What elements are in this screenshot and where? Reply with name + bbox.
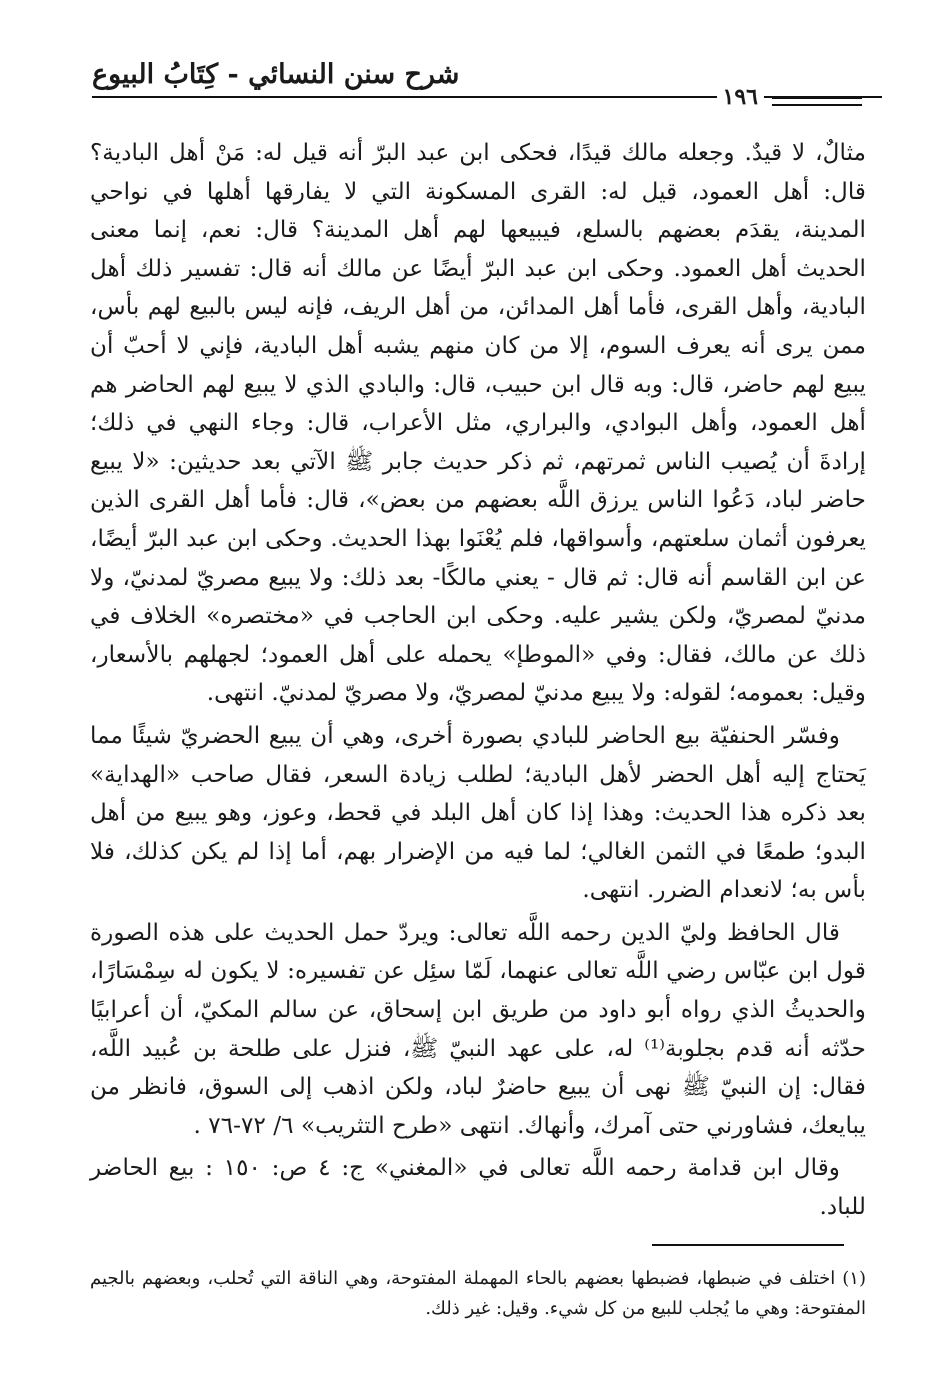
page-number: ١٩٦ — [717, 84, 764, 110]
page-number-rule-top — [772, 96, 862, 99]
paragraph-3: قال الحافظ وليّ الدين رحمه اللَّه تعالى: ويردّ حمل الحديث على هذه الصورة قول ابن عبّاس رضي اللَّه تعالى عنهما، لَمّا سئِل عن تفسيره: لا يكون له سِمْسَارًا، والحديثُ الذي رواه أبو داود من طريق ابن إسحاق، عن سالم المكيّ، أن أعرابيًا حدّثه أنه قدم بجلوبة⁽¹⁾ له، على عهد النبيّ ﷺ، فنزل على طلحة بن عُبيد اللَّه، فقال: إن النبيّ ﷺ نهى أن يبيع حاضرٌ لباد، ولكن اذهب إلى السوق، فانظر من يبايعك، فشاورني حتى آمرك، وأنهاك. انتهى «طرح التثريب» ٦/ ٧٢-٧٦ . — [90, 918, 866, 1139]
paragraph-1: مثالٌ، لا قيدٌ. وجعله مالك قيدًا، فحكى ابن عبد البرّ أنه قيل له: مَنْ أهل البادية؟ قال: أهل العمود، قيل له: القرى المسكونة التي لا يفارقها أهلها في نواحي المدينة، يقدَم بعضهم بالسلع، فيبيعها لهم أهل المدينة؟ قال: نعم، إنما معنى الحديث أهل العمود. وحكى ابن عبد البرّ أيضًا عن مالك أنه قال: تفسير ذلك أهل البادية، وأهل القرى، فأما أهل المدائن، من أهل الريف، فإنه ليس بالبيع لهم بأس، ممن يرى أنه يعرف السوم، إلا من كان منهم يشبه أهل البادية، فإني لا أحبّ أن يبيع لهم حاضر، قال: وبه قال ابن حبيب، قال: والبادي الذي لا يبيع لهم الحاضر هم أهل العمود، وأهل البوادي، والبراري، مثل الأعراب، قال: وجاء النهي في ذلك؛ إرادةَ أن يُصيب الناس ثمرتهم، ثم ذكر حديث جابر ﷺ الآتي بعد حديثين: «لا يبيع حاضر لباد، دَعُوا الناس يرزق اللَّه بعضهم من بعض»، قال: فأما أهل القرى الذين يعرفون أثمان سلعتهم، وأسواقها، فلم يُعْنَوا بهذا الحديث. وحكى ابن عبد البرّ أيضًا، عن ابن القاسم أنه قال: ثم قال - يعني مالكًا- بعد ذلك: ولا يبيع مصريّ لمدنيّ، ولا مدنيّ لمصريّ، ولكن يشير عليه. وحكى ابن الحاجب في «مختصره» الخلاف في ذلك عن مالك، فقال: وفي «الموطإ» يحمله على أهل العمود؛ لجهلهم بالأسعار، وقيل: بعمومه؛ لقوله: ولا يبيع مدنيّ لمصريّ، ولا مصريّ لمدنيّ. انتهى. — [90, 139, 866, 707]
footnote-separator — [652, 1244, 844, 1246]
paragraph-4: وقال ابن قدامة رحمه اللَّه تعالى في «المغني» ج: ٤ ص: ١٥٠ : بيع الحاضر للباد. — [90, 1154, 866, 1221]
page-number-rule-bottom — [772, 104, 862, 106]
running-title: شرح سنن النسائي - كِتَابُ البيوع — [92, 59, 460, 90]
footnote: (١) اختلف في ضبطها، فضبطها بعضهم بالحاء المهملة المفتوحة، وهي الناقة التي تُحلب، وبعضهم بالجيم المفتوحة: وهي ما يُجلب للبيع من كل شيء. وقيل: غير ذلك. — [90, 1268, 866, 1319]
paragraph-2: وفسّر الحنفيّة بيع الحاضر للبادي بصورة أخرى، وهي أن يبيع الحضريّ شيئًا مما يَحتاج إليه أهل الحضر لأهل البادية؛ لطلب زيادة السعر، فقال صاحب «الهداية» بعد ذكره هذا الحديث: وهذا إذا كان أهل البلد في قحط، وعوز، وهو يبيع من أهل البدو؛ طمعًا في الثمن الغالي؛ لما فيه من الإضرار بهم، أما إذا لم يكن كذلك، فلا بأس به؛ لانعدام الضرر. انتهى. — [90, 721, 866, 904]
main-text — [90, 134, 866, 1229]
